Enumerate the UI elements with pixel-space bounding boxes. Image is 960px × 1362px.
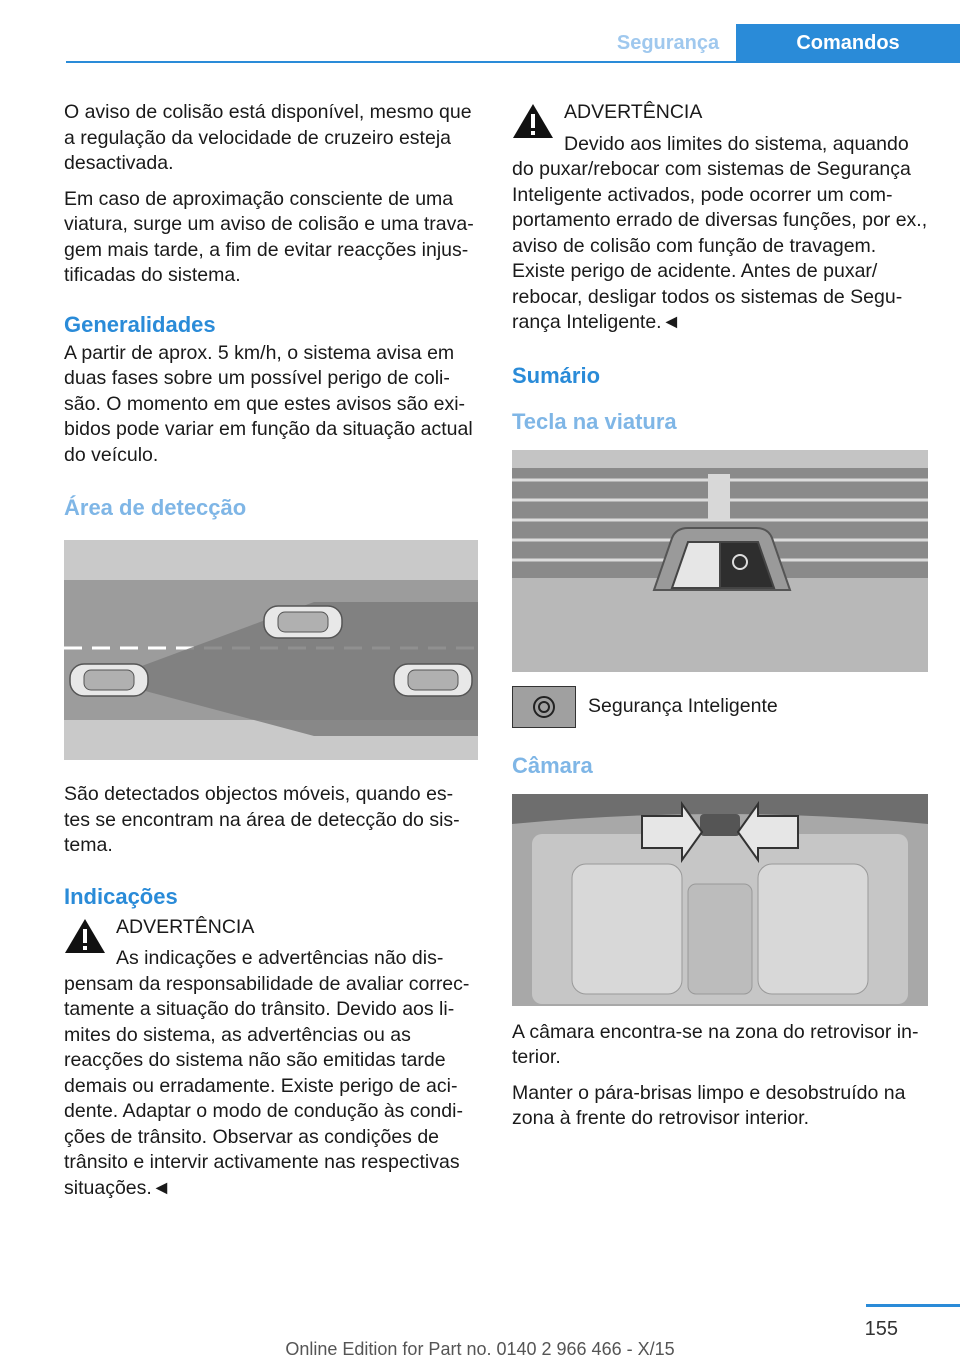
camera-paragraph-1: A câmara encontra-se na zona do retrovisor in- terior.	[512, 1020, 919, 1068]
edition-footer: Online Edition for Part no. 0140 2 966 466 - X/15	[285, 1339, 675, 1359]
warning-title-right: ADVERTÊNCIA	[564, 101, 703, 123]
intelligent-safety-button-icon[interactable]	[512, 686, 576, 728]
warning-triangle-icon	[64, 917, 106, 955]
header-section-tab[interactable]: Segurança	[616, 32, 720, 54]
detection-area-figure	[64, 540, 478, 760]
page-number: 155	[864, 1318, 898, 1340]
footer-rule	[866, 1304, 960, 1307]
left-column	[64, 100, 478, 1211]
camera-figure	[512, 794, 928, 1006]
heading-tecla-viatura: Tecla na viatura	[512, 408, 677, 434]
warning-block-left	[64, 915, 478, 1202]
intro-paragraph-2: Em caso de aproximação consciente de uma viatura, surge um aviso de colisão e uma trava- gem mais tarde, a fim de evitar reacções injus- tificadas do sistema.	[64, 187, 474, 286]
right-column	[512, 100, 928, 1142]
heading-sumario: Sumário	[512, 362, 601, 388]
warning-title-left: ADVERTÊNCIA	[116, 915, 255, 938]
vehicle-button-figure	[512, 450, 928, 672]
detected-car-icon	[394, 664, 472, 696]
generalidades-paragraph: A partir de aprox. 5 km/h, o sistema avisa em duas fases sobre um possível perigo de coli- são. O momento em que estes avisos são exi- bidos pode variar em função da situação actual do veículo.	[64, 341, 473, 466]
vehicle-button-photo	[512, 450, 928, 672]
header-chapter-tab[interactable]: Comandos	[736, 24, 960, 62]
detection-area-illustration	[64, 540, 478, 760]
warning-text-left: As indicações e advertências não dis- pensam da responsabilidade de avaliar correc- tamente a situação do trânsito. Devido aos li- mites do sistema, as advertências ou as reacções do sistema não são emitidas tarde demais ou erradamente. Existe perigo de aci- dente. Adaptar o modo de condução às condi- ções de trânsito. Observar as condições de trânsito e intervir activamente nas respectivas situações.◄	[64, 947, 470, 1199]
warning-text-right: Devido aos limites do sistema, aquando do puxar/rebocar com sistemas de Segurança Inteligente activados, pode ocorrer um com- portamento errado de diversas funções, por ex., aviso de colisão com função de travagem. Existe perigo de acidente. Antes de puxar/ rebocar, desligar todos os sistemas de Segu- rança Inteligente.◄	[512, 132, 928, 333]
intro-paragraph-1: O aviso de colisão está disponível, mesmo que a regulação da velocidade de cruzeiro esteja desactivada.	[64, 101, 472, 174]
camera-paragraph-2: Manter o pára-brisas limpo e desobstruído na zona à frente do retrovisor interior.	[512, 1081, 906, 1129]
warning-triangle-icon	[512, 102, 554, 140]
heading-generalidades: Generalidades	[64, 311, 216, 337]
button-legend-label: Segurança Inteligente	[588, 695, 778, 717]
own-car-icon	[70, 664, 148, 696]
heading-area-deteccao: Área de detecção	[64, 495, 247, 520]
header-rule	[66, 61, 960, 63]
button-legend-row	[512, 686, 928, 728]
heading-camara: Câmara	[512, 752, 593, 778]
heading-indicacoes: Indicações	[64, 883, 178, 909]
camera-location-photo	[512, 794, 928, 1006]
detection-paragraph: São detectados objectos móveis, quando es- tes se encontram na área de detecção do sis- tema.	[64, 783, 460, 856]
warning-block-right	[512, 100, 928, 336]
intelligent-safety-icon	[531, 694, 557, 720]
lead-car-icon	[264, 606, 342, 638]
